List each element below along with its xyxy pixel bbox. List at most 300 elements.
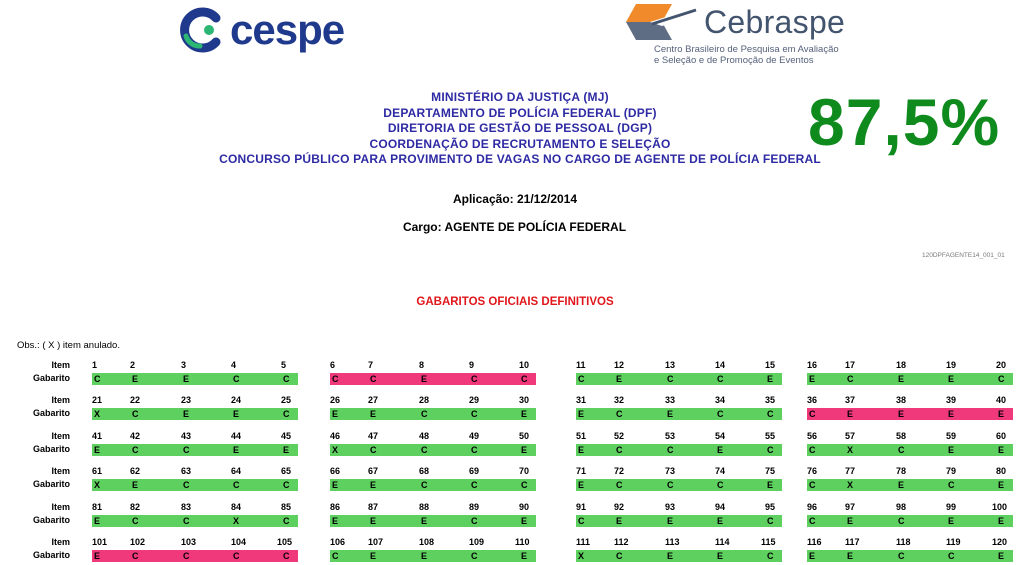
answer-value: C bbox=[283, 551, 290, 561]
item-number: 59 bbox=[946, 431, 957, 441]
item-number: 13 bbox=[665, 360, 676, 370]
item-number: 41 bbox=[92, 431, 103, 441]
item-label: Item bbox=[51, 360, 70, 370]
item-number: 18 bbox=[896, 360, 907, 370]
answer-value: C bbox=[332, 551, 339, 561]
item-number: 82 bbox=[130, 502, 141, 512]
answer-value: E bbox=[521, 409, 528, 419]
item-numbers bbox=[330, 395, 536, 407]
answer-value: E bbox=[421, 516, 428, 526]
answer-value: E bbox=[332, 480, 339, 490]
answer-value: C bbox=[998, 374, 1005, 384]
answer-value: C bbox=[616, 445, 623, 455]
answer-value: C bbox=[717, 480, 724, 490]
answer-value: E bbox=[667, 551, 674, 561]
answer-value: E bbox=[421, 374, 428, 384]
answer-value: C bbox=[332, 374, 339, 384]
item-numbers bbox=[576, 502, 782, 514]
answer-value: E bbox=[578, 445, 585, 455]
answer-value: C bbox=[132, 445, 139, 455]
answer-value: C bbox=[578, 516, 585, 526]
header-line-contest: CONCURSO PÚBLICO PARA PROVIMENTO DE VAGAS NO CARGO DE AGENTE DE POLÍCIA FEDERAL bbox=[219, 152, 821, 166]
answer-bar-correct bbox=[330, 479, 536, 491]
item-number: 14 bbox=[715, 360, 726, 370]
answer-value: E bbox=[948, 516, 955, 526]
item-number: 56 bbox=[807, 431, 818, 441]
item-number: 116 bbox=[807, 537, 822, 547]
answer-value: C bbox=[421, 409, 428, 419]
item-number: 97 bbox=[845, 502, 856, 512]
item-number: 111 bbox=[576, 537, 591, 547]
answer-value: C bbox=[471, 480, 478, 490]
item-number: 85 bbox=[281, 502, 292, 512]
answer-value: C bbox=[471, 551, 478, 561]
item-number: 23 bbox=[181, 395, 192, 405]
answer-value: E bbox=[370, 409, 377, 419]
answer-group bbox=[807, 360, 1013, 386]
answer-row bbox=[0, 537, 1024, 563]
gabarito-label: Gabarito bbox=[32, 408, 70, 418]
answer-bar-correct bbox=[576, 479, 782, 491]
answer-value: C bbox=[183, 551, 190, 561]
answer-value: C bbox=[809, 516, 816, 526]
answer-value: C bbox=[616, 409, 623, 419]
answer-bar-wrong bbox=[807, 408, 1013, 420]
item-numbers bbox=[330, 502, 536, 514]
answer-group bbox=[807, 395, 1013, 421]
answer-value: C bbox=[948, 480, 955, 490]
item-number: 96 bbox=[807, 502, 818, 512]
answer-value: E bbox=[898, 409, 905, 419]
answer-value: E bbox=[717, 445, 724, 455]
answer-value: C bbox=[233, 480, 240, 490]
answer-value: E bbox=[521, 516, 528, 526]
cebraspe-subtitle-2: e Seleção e de Promoção de Eventos bbox=[654, 55, 814, 66]
item-number: 70 bbox=[519, 466, 530, 476]
item-number: 33 bbox=[665, 395, 676, 405]
item-number: 65 bbox=[281, 466, 292, 476]
item-number: 28 bbox=[419, 395, 430, 405]
item-number: 100 bbox=[992, 502, 1008, 512]
item-number: 26 bbox=[330, 395, 341, 405]
item-number: 53 bbox=[665, 431, 676, 441]
item-label: Item bbox=[51, 431, 70, 441]
answer-value: C bbox=[767, 445, 774, 455]
item-numbers bbox=[330, 360, 536, 372]
answer-row bbox=[0, 360, 1024, 386]
item-number: 27 bbox=[368, 395, 379, 405]
answer-value: E bbox=[183, 374, 190, 384]
item-number: 29 bbox=[469, 395, 480, 405]
item-numbers bbox=[92, 466, 298, 478]
item-number: 38 bbox=[896, 395, 907, 405]
item-number: 66 bbox=[330, 466, 341, 476]
answer-group bbox=[330, 360, 536, 386]
item-number: 1 bbox=[92, 360, 98, 370]
item-number: 109 bbox=[469, 537, 485, 547]
answer-value: E bbox=[898, 480, 905, 490]
item-number: 47 bbox=[368, 431, 379, 441]
answer-value: C bbox=[521, 480, 528, 490]
item-numbers bbox=[330, 466, 536, 478]
answer-bar-correct bbox=[330, 408, 536, 420]
answer-value: X bbox=[233, 516, 240, 526]
answer-value: C bbox=[471, 516, 478, 526]
item-numbers bbox=[92, 537, 298, 549]
gabarito-label: Gabarito bbox=[32, 550, 70, 560]
item-number: 72 bbox=[614, 466, 625, 476]
answer-value: C bbox=[183, 480, 190, 490]
answer-value: E bbox=[94, 551, 101, 561]
item-number: 87 bbox=[368, 502, 379, 512]
answer-value: C bbox=[283, 409, 290, 419]
item-number: 60 bbox=[996, 431, 1007, 441]
item-numbers bbox=[807, 466, 1013, 478]
answer-bar-correct bbox=[807, 515, 1013, 527]
item-number: 39 bbox=[946, 395, 957, 405]
answer-group bbox=[576, 431, 782, 457]
item-number: 74 bbox=[715, 466, 726, 476]
item-numbers bbox=[807, 502, 1013, 514]
answer-value: X bbox=[94, 480, 101, 490]
gabarito-label: Gabarito bbox=[32, 515, 70, 525]
item-number: 45 bbox=[281, 431, 292, 441]
item-numbers bbox=[576, 431, 782, 443]
answer-bar-wrong bbox=[330, 373, 536, 385]
answer-value: C bbox=[948, 551, 955, 561]
answer-value: E bbox=[809, 374, 816, 384]
item-numbers bbox=[576, 537, 782, 549]
answer-value: C bbox=[767, 516, 774, 526]
item-number: 79 bbox=[946, 466, 957, 476]
answer-value: E bbox=[132, 480, 139, 490]
item-number: 71 bbox=[576, 466, 587, 476]
item-number: 50 bbox=[519, 431, 530, 441]
item-number: 40 bbox=[996, 395, 1007, 405]
item-number: 36 bbox=[807, 395, 818, 405]
header-line-coordination: COORDENAÇÃO DE RECRUTAMENTO E SELEÇÃO bbox=[369, 136, 671, 151]
answer-row bbox=[0, 395, 1024, 421]
item-number: 2 bbox=[130, 360, 136, 370]
item-number: 58 bbox=[896, 431, 907, 441]
item-number: 6 bbox=[330, 360, 336, 370]
answer-value: C bbox=[898, 445, 905, 455]
item-number: 110 bbox=[515, 537, 530, 547]
item-number: 92 bbox=[614, 502, 625, 512]
item-number: 99 bbox=[946, 502, 957, 512]
item-number: 88 bbox=[419, 502, 430, 512]
answer-value: E bbox=[998, 445, 1005, 455]
answer-row bbox=[0, 431, 1024, 457]
item-number: 107 bbox=[368, 537, 384, 547]
item-number: 77 bbox=[845, 466, 856, 476]
answer-value: E bbox=[998, 480, 1005, 490]
item-number: 84 bbox=[231, 502, 242, 512]
answer-value: C bbox=[233, 374, 240, 384]
header-line-department: DEPARTAMENTO DE POLÍCIA FEDERAL (DPF) bbox=[383, 105, 657, 120]
item-number: 9 bbox=[469, 360, 475, 370]
answer-value: X bbox=[94, 409, 101, 419]
item-label: Item bbox=[51, 537, 70, 547]
item-number: 113 bbox=[665, 537, 680, 547]
item-number: 112 bbox=[614, 537, 629, 547]
answer-group bbox=[807, 466, 1013, 492]
item-number: 19 bbox=[946, 360, 957, 370]
answer-bar-correct bbox=[807, 373, 1013, 385]
item-number: 55 bbox=[765, 431, 776, 441]
answer-value: E bbox=[767, 374, 774, 384]
answer-value: C bbox=[717, 409, 724, 419]
item-number: 63 bbox=[181, 466, 192, 476]
item-number: 81 bbox=[92, 502, 103, 512]
answer-value: C bbox=[283, 516, 290, 526]
item-number: 22 bbox=[130, 395, 141, 405]
answer-value: C bbox=[183, 445, 190, 455]
item-numbers bbox=[807, 431, 1013, 443]
item-number: 117 bbox=[845, 537, 860, 547]
answer-value: E bbox=[898, 374, 905, 384]
answer-value: C bbox=[717, 374, 724, 384]
cespe-logo-icon bbox=[176, 6, 224, 54]
answer-value: C bbox=[421, 445, 428, 455]
answer-value: E bbox=[667, 409, 674, 419]
answer-value: C bbox=[767, 551, 774, 561]
item-number: 3 bbox=[181, 360, 187, 370]
answer-bar-correct bbox=[576, 408, 782, 420]
answer-value: X bbox=[578, 551, 585, 561]
item-number: 34 bbox=[715, 395, 726, 405]
item-number: 62 bbox=[130, 466, 141, 476]
item-number: 5 bbox=[281, 360, 287, 370]
item-number: 76 bbox=[807, 466, 818, 476]
gabarito-label: Gabarito bbox=[32, 444, 70, 454]
answer-value: C bbox=[233, 551, 240, 561]
answer-group bbox=[330, 395, 536, 421]
gabarito-label: Gabarito bbox=[32, 373, 70, 383]
answer-value: X bbox=[847, 480, 854, 490]
item-number: 105 bbox=[277, 537, 293, 547]
answer-value: E bbox=[948, 445, 955, 455]
answer-value: C bbox=[471, 445, 478, 455]
answer-value: C bbox=[183, 516, 190, 526]
item-number: 86 bbox=[330, 502, 341, 512]
item-number: 75 bbox=[765, 466, 776, 476]
answer-value: E bbox=[370, 516, 377, 526]
answer-bar-correct bbox=[807, 479, 1013, 491]
answer-group bbox=[330, 537, 536, 563]
answer-value: C bbox=[667, 480, 674, 490]
answer-value: C bbox=[767, 409, 774, 419]
answer-value: E bbox=[998, 409, 1005, 419]
item-number: 51 bbox=[576, 431, 587, 441]
item-number: 104 bbox=[231, 537, 247, 547]
answer-value: C bbox=[898, 551, 905, 561]
answer-group bbox=[576, 360, 782, 386]
answer-value: E bbox=[233, 409, 240, 419]
item-number: 54 bbox=[715, 431, 726, 441]
cebraspe-logo-text: Cebraspe bbox=[704, 4, 846, 40]
item-number: 98 bbox=[896, 502, 907, 512]
answer-bar-correct bbox=[576, 373, 782, 385]
answer-group bbox=[576, 395, 782, 421]
item-number: 108 bbox=[419, 537, 435, 547]
item-number: 42 bbox=[130, 431, 141, 441]
item-number: 37 bbox=[845, 395, 856, 405]
answer-value: E bbox=[370, 480, 377, 490]
item-numbers bbox=[330, 431, 536, 443]
answer-group bbox=[92, 360, 298, 386]
item-label: Item bbox=[51, 395, 70, 405]
item-number: 93 bbox=[665, 502, 676, 512]
observation-note: Obs.: ( X ) item anulado. bbox=[17, 340, 120, 351]
answer-group bbox=[92, 466, 298, 492]
item-number: 69 bbox=[469, 466, 480, 476]
answer-value: E bbox=[998, 551, 1005, 561]
item-number: 35 bbox=[765, 395, 776, 405]
item-numbers bbox=[92, 395, 298, 407]
item-numbers bbox=[92, 431, 298, 443]
answer-group bbox=[330, 502, 536, 528]
item-number: 115 bbox=[761, 537, 776, 547]
answer-value: C bbox=[667, 374, 674, 384]
item-number: 83 bbox=[181, 502, 192, 512]
answer-bar-correct bbox=[92, 373, 298, 385]
answer-value: C bbox=[94, 374, 101, 384]
item-number: 90 bbox=[519, 502, 530, 512]
answer-value: E bbox=[94, 516, 101, 526]
answer-value: E bbox=[578, 409, 585, 419]
answer-value: C bbox=[667, 445, 674, 455]
answer-value: E bbox=[717, 516, 724, 526]
item-number: 15 bbox=[765, 360, 776, 370]
answer-group bbox=[92, 431, 298, 457]
answer-value: E bbox=[283, 445, 290, 455]
item-numbers bbox=[807, 360, 1013, 372]
answer-value: C bbox=[898, 516, 905, 526]
cespe-logo bbox=[176, 6, 344, 54]
answer-value: E bbox=[948, 409, 955, 419]
item-number: 43 bbox=[181, 431, 192, 441]
answer-value: C bbox=[132, 409, 139, 419]
item-number: 25 bbox=[281, 395, 292, 405]
item-number: 67 bbox=[368, 466, 379, 476]
answer-value: E bbox=[521, 445, 528, 455]
document-header bbox=[150, 90, 890, 168]
answer-row bbox=[0, 502, 1024, 528]
answer-bar-correct bbox=[92, 515, 298, 527]
item-number: 78 bbox=[896, 466, 907, 476]
answer-group bbox=[92, 537, 298, 563]
cebraspe-subtitle-1: Centro Brasileiro de Pesquisa em Avaliação bbox=[654, 44, 839, 55]
document-code: 120DPFAGENTE14_001_01 bbox=[922, 252, 1005, 259]
item-number: 120 bbox=[992, 537, 1008, 547]
answer-group bbox=[330, 431, 536, 457]
answer-group bbox=[92, 502, 298, 528]
answer-group bbox=[330, 466, 536, 492]
answer-value: E bbox=[948, 374, 955, 384]
answer-value: E bbox=[767, 480, 774, 490]
cebraspe-logo-icon bbox=[622, 0, 702, 44]
answer-group bbox=[807, 537, 1013, 563]
item-numbers bbox=[330, 537, 536, 549]
answer-value: C bbox=[370, 445, 377, 455]
answer-value: C bbox=[616, 480, 623, 490]
item-number: 118 bbox=[896, 537, 911, 547]
item-number: 30 bbox=[519, 395, 530, 405]
item-number: 10 bbox=[519, 360, 530, 370]
item-label: Item bbox=[51, 466, 70, 476]
answer-bar-correct bbox=[576, 444, 782, 456]
answer-value: C bbox=[578, 374, 585, 384]
item-number: 12 bbox=[614, 360, 625, 370]
item-number: 21 bbox=[92, 395, 103, 405]
cebraspe-logo bbox=[622, 0, 882, 70]
answer-value: E bbox=[421, 551, 428, 561]
item-number: 61 bbox=[92, 466, 103, 476]
answer-value: C bbox=[809, 480, 816, 490]
answer-group bbox=[807, 502, 1013, 528]
answer-row bbox=[0, 466, 1024, 492]
answer-value: E bbox=[132, 374, 139, 384]
item-number: 31 bbox=[576, 395, 587, 405]
item-number: 114 bbox=[715, 537, 730, 547]
answer-value: E bbox=[847, 409, 854, 419]
answer-value: E bbox=[370, 551, 377, 561]
answer-value: E bbox=[578, 480, 585, 490]
item-number: 68 bbox=[419, 466, 430, 476]
item-number: 73 bbox=[665, 466, 676, 476]
header-line-ministry: MINISTÉRIO DA JUSTIÇA (MJ) bbox=[431, 90, 609, 104]
item-number: 44 bbox=[231, 431, 242, 441]
item-numbers bbox=[92, 502, 298, 514]
answer-bar-correct bbox=[807, 444, 1013, 456]
answer-bar-correct bbox=[330, 515, 536, 527]
item-number: 49 bbox=[469, 431, 480, 441]
header-line-directorate: DIRETORIA DE GESTÃO DE PESSOAL (DGP) bbox=[387, 121, 653, 135]
item-number: 17 bbox=[845, 360, 856, 370]
item-numbers bbox=[576, 360, 782, 372]
item-number: 102 bbox=[130, 537, 146, 547]
answer-value: C bbox=[421, 480, 428, 490]
item-numbers bbox=[807, 537, 1013, 549]
answer-value: E bbox=[616, 374, 623, 384]
item-number: 106 bbox=[330, 537, 346, 547]
answer-value: C bbox=[471, 409, 478, 419]
item-number: 119 bbox=[946, 537, 961, 547]
item-number: 4 bbox=[231, 360, 237, 370]
answer-bar-correct bbox=[330, 550, 536, 562]
answer-value: C bbox=[847, 374, 854, 384]
answer-bar-wrong bbox=[92, 550, 298, 562]
answer-value: E bbox=[847, 516, 854, 526]
answer-value: C bbox=[283, 374, 290, 384]
score-percentage: 87,5% bbox=[808, 85, 1001, 159]
item-number: 91 bbox=[576, 502, 587, 512]
answer-value: C bbox=[471, 374, 478, 384]
answer-value: C bbox=[809, 409, 816, 419]
answer-value: C bbox=[132, 516, 139, 526]
item-number: 52 bbox=[614, 431, 625, 441]
item-numbers bbox=[576, 466, 782, 478]
item-number: 95 bbox=[765, 502, 776, 512]
answer-value: E bbox=[809, 551, 816, 561]
item-number: 48 bbox=[419, 431, 430, 441]
item-number: 11 bbox=[576, 360, 586, 370]
answer-bar-correct bbox=[576, 550, 782, 562]
answer-value: E bbox=[847, 551, 854, 561]
answer-group bbox=[576, 502, 782, 528]
item-number: 101 bbox=[92, 537, 108, 547]
